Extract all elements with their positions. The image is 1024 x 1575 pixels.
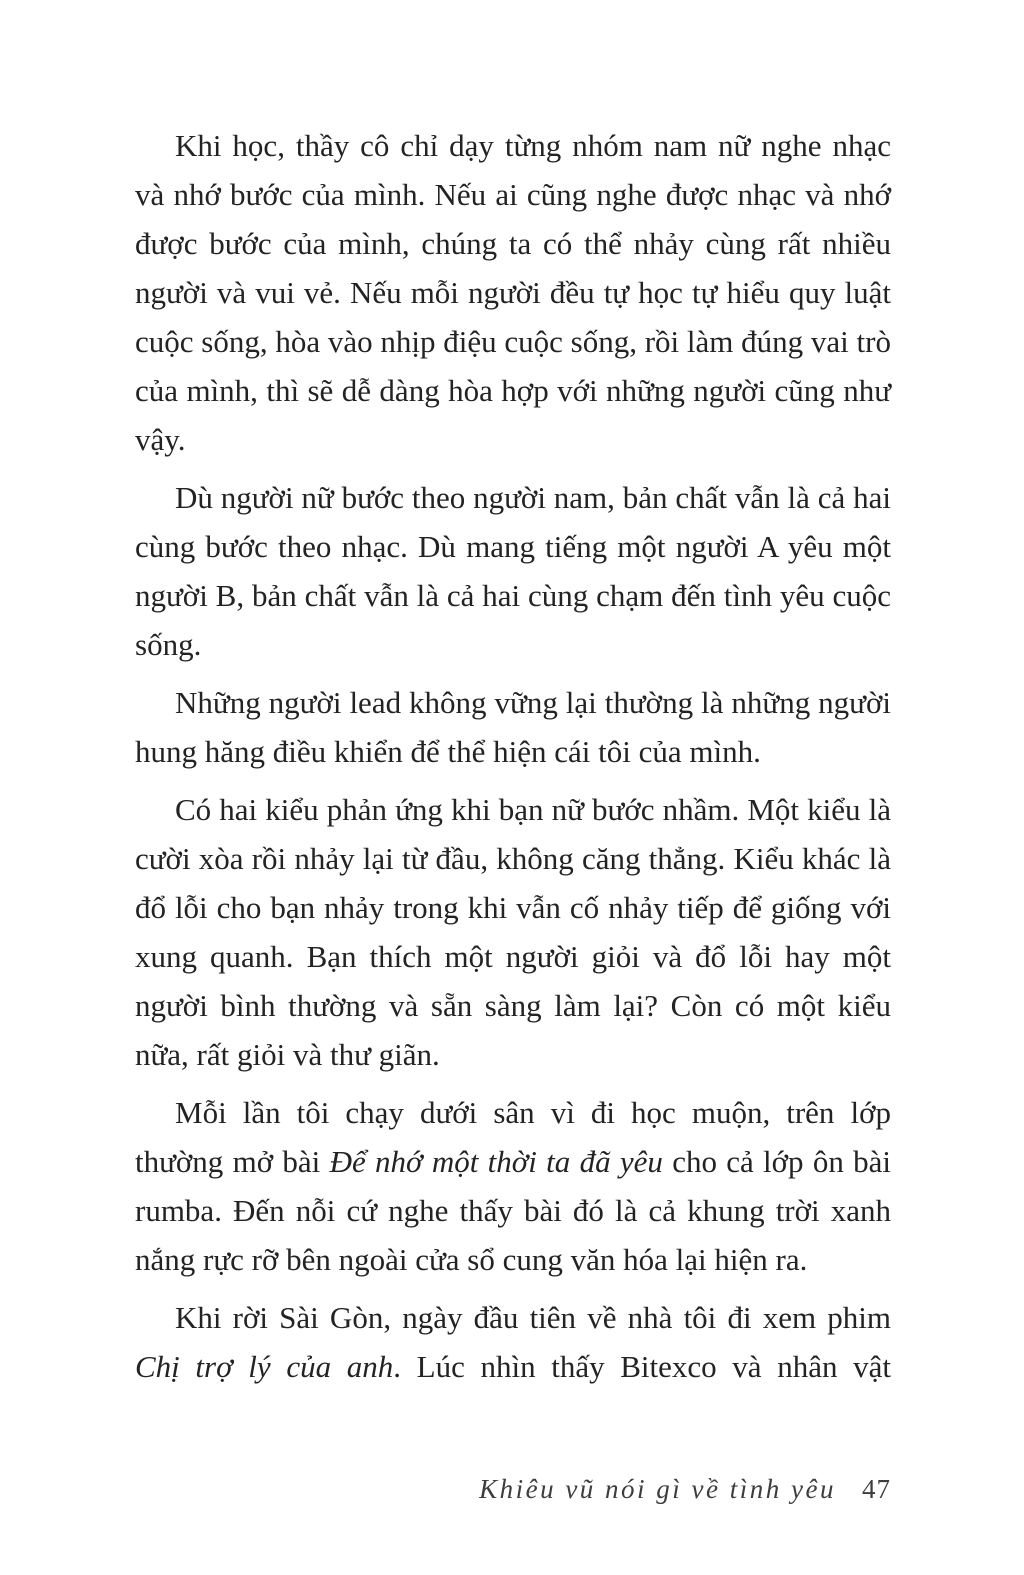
text-run: Khi học, thầy cô chỉ dạy từng nhóm nam nữ nghe nhạc và nhớ bước của mình. Nếu ai cũng nghe được nhạc và nhớ được bước của mình, chúng ta có thể nhảy cùng rất nhiều người và vui vẻ. Nếu mỗi người đều tự học tự hiểu quy luật cuộc sống, hòa vào nhịp điệu cuộc sống, rồi làm đúng vai trò của mình, thì sẽ dễ dàng hòa hợp với những người cũng như vậy. xyxy=(135,128,891,457)
paragraph xyxy=(135,1088,891,1284)
text-run: . Lúc nhìn thấy Bitexco và nhân vật xyxy=(393,1349,891,1384)
page-footer xyxy=(479,1472,891,1506)
paragraph xyxy=(135,121,891,464)
paragraph xyxy=(135,1293,891,1391)
running-title: Khiêu vũ nói gì về tình yêu xyxy=(479,1474,836,1504)
paragraph xyxy=(135,785,891,1079)
song-title: Để nhớ một thời ta đã yêu xyxy=(329,1144,663,1179)
text-run: Có hai kiểu phản ứng khi bạn nữ bước nhầm. Một kiểu là cười xòa rồi nhảy lại từ đầu, không căng thẳng. Kiểu khác là đổ lỗi cho bạn nhảy trong khi vẫn cố nhảy tiếp để giống với xung quanh. Bạn thích một người giỏi và đổ lỗi hay một người bình thường và sẵn sàng làm lại? Còn có một kiểu nữa, rất giỏi và thư giãn. xyxy=(135,792,891,1072)
text-run: Mỗi lần tôi chạy dưới sân vì đi học muộn, trên lớp thường mở bài xyxy=(135,1095,891,1179)
text-run: Khi rời Sài Gòn, ngày đầu tiên về nhà tôi đi xem phim xyxy=(175,1300,891,1335)
movie-title: Chị trợ lý của anh xyxy=(135,1349,394,1384)
text-run: Những người lead không vững lại thường là những người hung hăng điều khiển để thể hiện cái tôi của mình. xyxy=(135,685,891,769)
text-run: cho cả lớp ôn bài rumba. Đến nỗi cứ nghe thấy bài đó là cả khung trời xanh nắng rực rỡ bên ngoài cửa sổ cung văn hóa lại hiện ra. xyxy=(135,1144,892,1277)
paragraph xyxy=(135,473,891,669)
page-number: 47 xyxy=(862,1474,891,1504)
body-text xyxy=(135,121,891,1391)
text-run: Dù người nữ bước theo người nam, bản chất vẫn là cả hai cùng bước theo nhạc. Dù mang tiếng một người A yêu một người B, bản chất vẫn là cả hai cùng chạm đến tình yêu cuộc sống. xyxy=(135,480,891,662)
paragraph xyxy=(135,678,891,776)
